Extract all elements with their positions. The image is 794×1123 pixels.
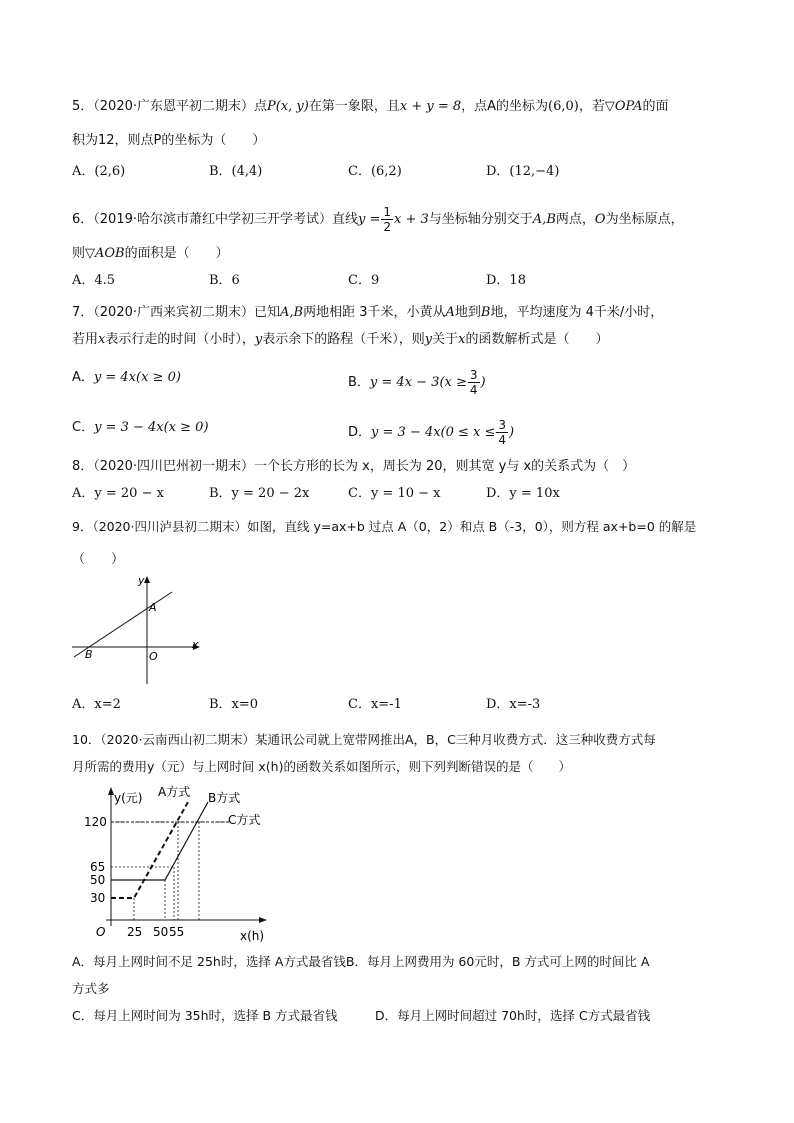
- q10-x-axis-arrow: [259, 917, 267, 923]
- q7-math: y: [254, 332, 263, 347]
- q7-option-math: y = 3 − 4x(x ≥ 0): [94, 420, 209, 435]
- q6-math: O: [594, 212, 606, 227]
- q9-label-a: A: [149, 601, 157, 614]
- q5-text: ，若▽: [578, 99, 615, 114]
- q7-text: 若用: [72, 332, 99, 347]
- q9-label-b: B: [85, 648, 93, 661]
- q8-line1: 8．（2020·四川巴州初一期末）一个长方形的长为 x，周长为 20，则其宽 y与 x的关系式为（ ）: [72, 459, 636, 474]
- q7-text: 关于: [432, 332, 459, 347]
- q5-option-b: B．(4,4): [209, 164, 263, 179]
- q10-line-b: [111, 802, 208, 880]
- q7-option-math: y = 4x(x ≥ 0): [93, 370, 181, 385]
- q7-math: y: [424, 332, 433, 347]
- q7-text: 的函数解析式是（ ）: [465, 332, 609, 347]
- q8-option-a: A．y = 20 − x: [72, 486, 164, 501]
- q9-option-d: D．x=-3: [486, 697, 541, 712]
- q10-line1: 10．（2020·云南西山初二期末）某通讯公司就上宽带网推出A，B，C三种月收费方式．这三种收费方式每: [72, 732, 656, 747]
- q7-option-d: [348, 418, 514, 447]
- q6-math: x + 3: [394, 212, 429, 227]
- q5-text: ，点A的坐标为: [461, 99, 549, 114]
- q6-text: 与坐标轴分别交于: [428, 212, 533, 227]
- q7-math: x: [458, 332, 466, 347]
- q10-graph: [70, 780, 275, 945]
- q5-math: OPA: [614, 99, 643, 114]
- q7-text: 两地相距 3千米，小黄从: [303, 305, 446, 320]
- q9-graph: [68, 572, 208, 687]
- q5-text: 5．（2020·广东恩平初二期末）点: [72, 99, 267, 114]
- q10-option-d: D．每月上网时间超过 70h时，选择 C方式最省钱: [375, 1008, 651, 1023]
- q7-math: x: [98, 332, 106, 347]
- q6-math: A,B: [532, 212, 556, 227]
- q9-line1: 9．（2020·四川泸县初二期末）如图，直线 y=ax+b 过点 A（0，2）和点 B（-3，0），则方程 ax+b=0 的解是: [72, 519, 697, 534]
- q5-line1: [72, 97, 668, 117]
- q6-line2: [72, 244, 229, 264]
- q10-xtick-55: 55: [169, 925, 185, 939]
- q9-label-x: x: [192, 638, 199, 651]
- q10-xtick-25: 25: [127, 925, 143, 939]
- q7-frac-num: 3: [498, 418, 507, 432]
- q7-math: A: [445, 305, 455, 320]
- q6-option-b: B．6: [209, 273, 240, 288]
- q6-option-a: A．4.5: [72, 273, 116, 288]
- q10-option-c: C．每月上网时间为 35h时，选择 B 方式最省钱: [72, 1008, 338, 1023]
- q7-option-math: y = 3 − 4x(0 ≤ x ≤: [371, 425, 496, 440]
- q6-fraction: [381, 205, 393, 234]
- q9-y-axis-arrow: [144, 576, 150, 583]
- q7-option-math: ): [480, 375, 486, 390]
- q10-origin: O: [96, 925, 106, 939]
- q7-frac-den: 4: [469, 383, 478, 397]
- q8-option-b: B．y = 20 − 2x: [209, 486, 310, 501]
- q7-option-label: A．: [72, 370, 94, 385]
- q7-math: B: [480, 305, 491, 320]
- q7-text: 表示余下的路程（千米），则: [262, 332, 425, 347]
- q7-text: 地到: [454, 305, 481, 320]
- q6-option-c: C．9: [348, 273, 380, 288]
- q6-math: AOB: [95, 246, 125, 261]
- q5-text: 的面: [642, 99, 669, 114]
- q8-option-d: D．y = 10x: [486, 486, 560, 501]
- q9-option-b: B．x=0: [209, 697, 259, 712]
- q7-line2: [72, 330, 608, 350]
- q10-xlabel: x(h): [240, 929, 265, 943]
- q6-text: 为坐标原点，: [605, 212, 684, 227]
- q6-text: 两点，: [555, 212, 595, 227]
- q6-text: 的面积是（ ）: [124, 246, 229, 261]
- q9-label-y: y: [138, 574, 145, 587]
- q5-line2: 积为12，则点P的坐标为（ ）: [72, 133, 266, 148]
- q5-text: 在第一象限，且: [308, 99, 400, 114]
- q7-frac-den: 4: [498, 433, 507, 447]
- q5-math: x + y = 8: [399, 99, 462, 114]
- q6-text: 则▽: [72, 246, 95, 261]
- q6-frac-num: 1: [383, 205, 392, 219]
- q7-option-math: y = 4x − 3(x ≥: [369, 375, 467, 390]
- q8-option-c: C．y = 10 − x: [348, 486, 441, 501]
- q10-ytick-120: 120: [84, 815, 107, 829]
- q10-ytick-50: 50: [90, 873, 106, 887]
- q5-math: P(x, y): [267, 99, 309, 114]
- q6-line1: [72, 205, 684, 234]
- q10-ytick-30: 30: [90, 891, 106, 905]
- q7-text: 表示行走的时间（小时），: [105, 332, 255, 347]
- q9-line2: （ ）: [72, 552, 125, 567]
- q10-option-b-cont: 方式多: [72, 981, 110, 996]
- q10-label-b: B方式: [208, 791, 241, 805]
- q7-option-label: C．: [72, 420, 95, 435]
- q7-frac-num: 3: [469, 368, 478, 382]
- q7-option-b: [348, 368, 486, 397]
- q5-option-d: D．(12,−4): [486, 164, 560, 179]
- q6-text: 6．（2019·哈尔滨市萧红中学初三开学考试）直线: [72, 212, 358, 227]
- q7-math: A,B: [280, 305, 304, 320]
- q10-xtick-50: 50: [153, 925, 169, 939]
- q10-line-a: [111, 802, 188, 898]
- q5-option-c: C．(6,2): [348, 164, 402, 179]
- q10-line2: 月所需的费用y（元）与上网时间 x(h)的函数关系如图所示，则下列判断错误的是（ ）: [72, 759, 571, 774]
- q7-option-c: [72, 418, 209, 438]
- q10-label-c: C方式: [228, 813, 261, 827]
- q6-frac-den: 2: [383, 220, 392, 234]
- q5-math: (6,0): [548, 99, 579, 114]
- q6-math: y =: [358, 212, 381, 227]
- q7-option-a: [72, 368, 181, 388]
- q7-text: 7．（2020·广西来宾初二期末）已知: [72, 305, 280, 320]
- q7-text: 地，平均速度为 4千米/小时，: [490, 305, 664, 320]
- q7-option-math: ): [509, 425, 515, 440]
- q9-option-a: A．x=2: [72, 697, 121, 712]
- q9-option-c: C．x=-1: [348, 697, 402, 712]
- q5-option-a: A．(2,6): [72, 164, 126, 179]
- q9-label-o: O: [149, 650, 158, 663]
- q10-ytick-65: 65: [90, 860, 106, 874]
- q6-option-d: D．18: [486, 273, 526, 288]
- q7-option-label: B．: [348, 375, 370, 390]
- q7-line1: [72, 303, 663, 323]
- q10-ylabel: y(元): [114, 791, 143, 805]
- q7-fraction: [496, 418, 508, 447]
- q10-label-a: A方式: [158, 785, 191, 799]
- q7-option-label: D．: [348, 425, 372, 440]
- q7-fraction: [468, 368, 480, 397]
- q10-option-a-b: A．每月上网时间不足 25h时，选择 A方式最省钱B．每月上网费用为 60元时，B 方式可上网的时间比 A: [72, 954, 650, 969]
